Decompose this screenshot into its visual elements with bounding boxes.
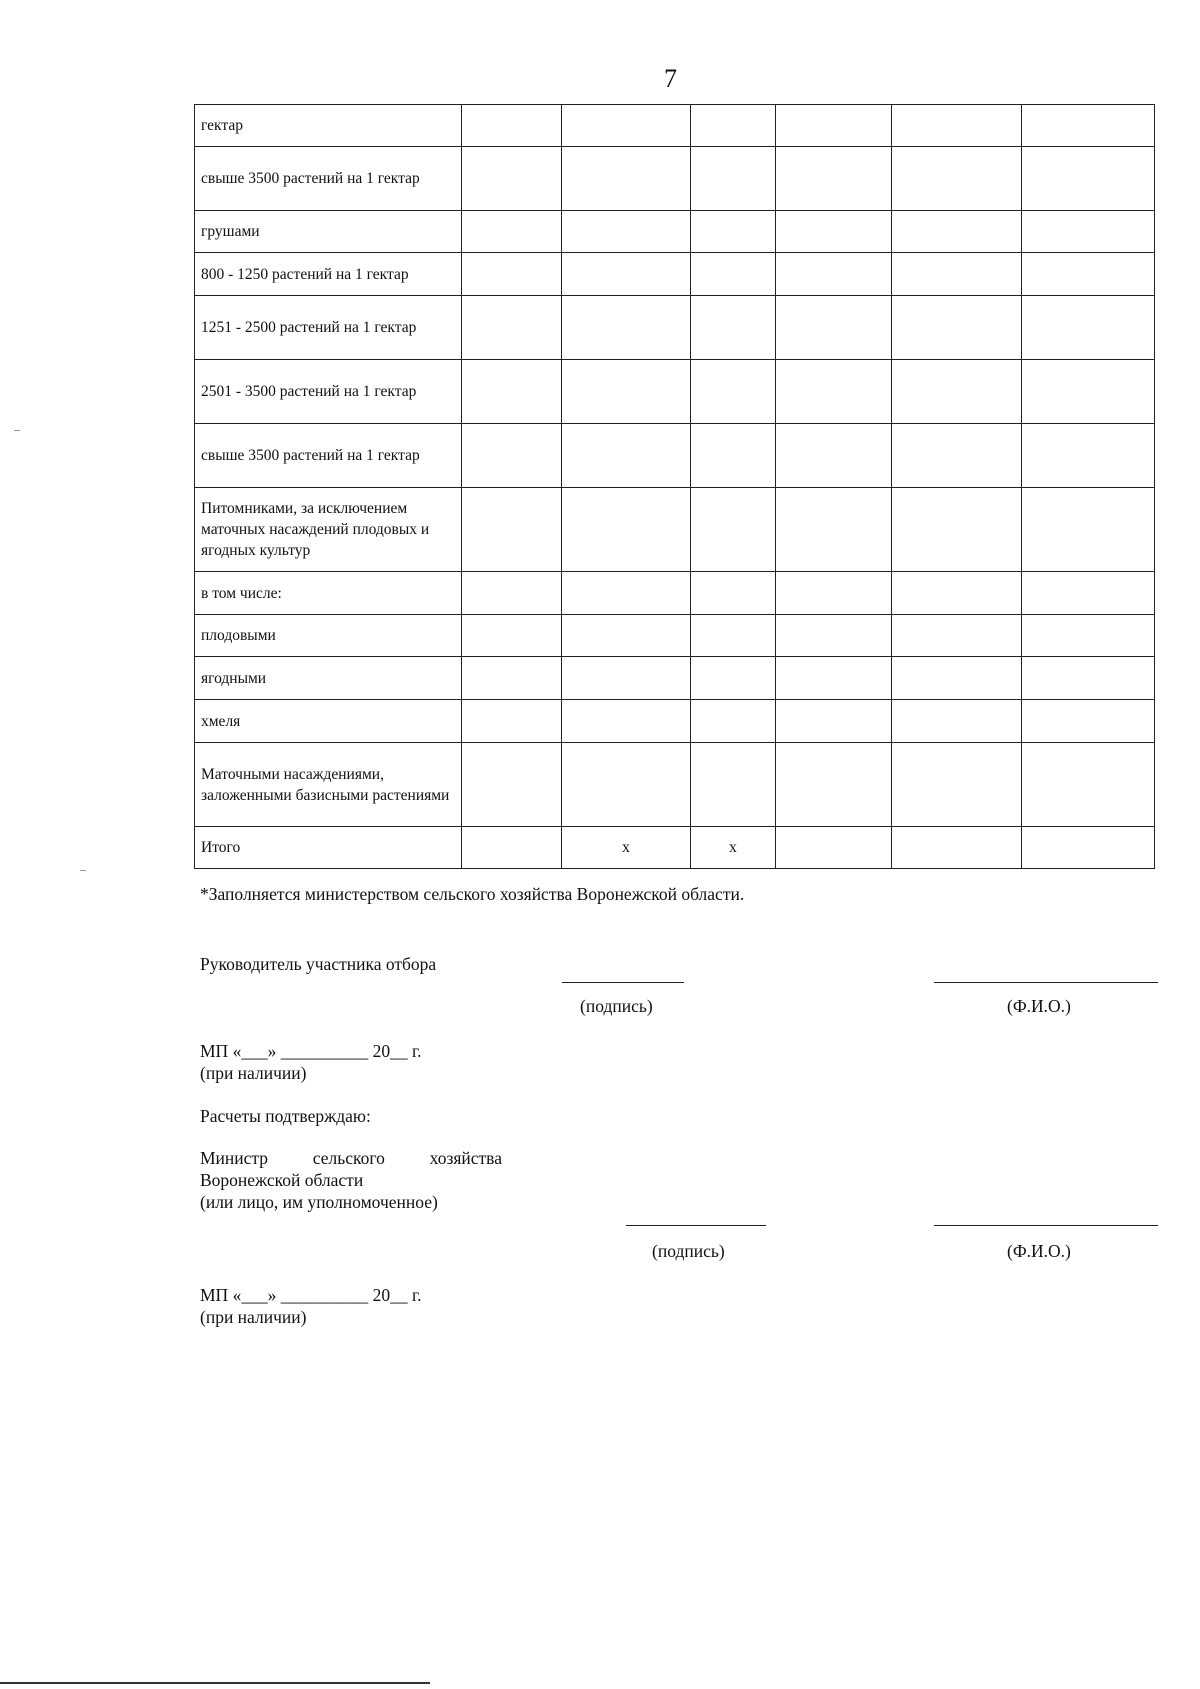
table-cell (691, 700, 776, 743)
table-cell (1022, 700, 1155, 743)
row-label: ягодными (195, 657, 462, 700)
table-cell (776, 657, 892, 700)
table-cell (462, 105, 562, 147)
table-cell (691, 572, 776, 615)
table-cell (562, 253, 691, 296)
table-cell (691, 615, 776, 657)
table-cell (1022, 488, 1155, 572)
table-cell (691, 105, 776, 147)
table-row (195, 488, 1155, 572)
table-cell (892, 743, 1022, 827)
row-label: Питомниками, за исключением маточных насаждений плодовых и ягодных культур (195, 488, 462, 572)
row-label: хмеля (195, 700, 462, 743)
row-label: 1251 - 2500 растений на 1 гектар (195, 296, 462, 360)
table-cell (1022, 211, 1155, 253)
row-label: Маточными насаждениями, заложенными базисными растениями (195, 743, 462, 827)
table-row (195, 657, 1155, 700)
signature-caption-1: (подпись) (580, 996, 653, 1016)
footer-rule (0, 1682, 430, 1684)
minister-word-2: сельского (312, 1148, 385, 1168)
table-cell (776, 105, 892, 147)
table-cell (562, 615, 691, 657)
row-label: 2501 - 3500 растений на 1 гектар (195, 360, 462, 424)
row-label: свыше 3500 растений на 1 гектар (195, 424, 462, 488)
table-cell (892, 424, 1022, 488)
table-cell (776, 296, 892, 360)
row-label: плодовыми (195, 615, 462, 657)
table-body (195, 105, 1155, 869)
head-label: Руководитель участника отбора (200, 954, 437, 974)
table-cell (892, 147, 1022, 211)
table-cell (462, 700, 562, 743)
table-row (195, 105, 1155, 147)
table-cell (691, 488, 776, 572)
name-caption-1: (Ф.И.О.) (1007, 996, 1071, 1016)
table-cell (691, 424, 776, 488)
table-cell (776, 743, 892, 827)
table-cell (1022, 657, 1155, 700)
footnote: *Заполняется министерством сельского хозяйства Воронежской области. (200, 884, 745, 904)
table-cell (462, 657, 562, 700)
table-cell (1022, 105, 1155, 147)
table-row (195, 743, 1155, 827)
table-row (195, 360, 1155, 424)
table-cell (776, 147, 892, 211)
page-number: 7 (664, 64, 677, 93)
table-cell (892, 211, 1022, 253)
table-cell (562, 700, 691, 743)
table-row (195, 147, 1155, 211)
name-caption-2: (Ф.И.О.) (1007, 1241, 1071, 1261)
table-cell (462, 615, 562, 657)
signature-caption-2: (подпись) (652, 1241, 725, 1261)
minister-line-3: (или лицо, им уполномоченное) (200, 1192, 438, 1212)
table-cell (1022, 424, 1155, 488)
table-cell: x (562, 827, 691, 869)
table-cell (691, 211, 776, 253)
scan-mark-2 (80, 870, 86, 871)
table-cell (892, 572, 1022, 615)
scan-mark-1 (14, 430, 20, 431)
table-row (195, 296, 1155, 360)
table-cell (562, 211, 691, 253)
table-cell (892, 700, 1022, 743)
name-line-2 (934, 1225, 1158, 1226)
table-row (195, 572, 1155, 615)
table-cell (776, 827, 892, 869)
table-cell (691, 360, 776, 424)
table-cell (562, 105, 691, 147)
table-cell (776, 700, 892, 743)
table-cell (462, 488, 562, 572)
stamp-note-2: (при наличии) (200, 1307, 307, 1327)
row-label: гектар (195, 105, 462, 147)
table-row (195, 827, 1155, 869)
table-cell (1022, 827, 1155, 869)
table-cell (1022, 296, 1155, 360)
table-cell (562, 296, 691, 360)
stamp-line-1: МП «___» __________ 20__ г. (200, 1041, 422, 1061)
signature-line-1 (562, 982, 684, 983)
table-cell (562, 488, 691, 572)
table-cell (462, 296, 562, 360)
minister-word-3: хозяйства (429, 1148, 502, 1168)
table-row (195, 615, 1155, 657)
table-cell (1022, 360, 1155, 424)
table-cell (776, 211, 892, 253)
table-row (195, 211, 1155, 253)
table-cell (691, 147, 776, 211)
table-cell (776, 615, 892, 657)
row-label: грушами (195, 211, 462, 253)
table-cell (892, 488, 1022, 572)
table-cell (691, 296, 776, 360)
table-cell (776, 572, 892, 615)
table-cell (462, 211, 562, 253)
row-label: 800 - 1250 растений на 1 гектар (195, 253, 462, 296)
table-cell (562, 424, 691, 488)
table-cell (462, 827, 562, 869)
data-table (194, 104, 1155, 869)
minister-line-2: Воронежской области (200, 1170, 364, 1190)
minister-word-1: Министр (200, 1148, 269, 1168)
table-cell (776, 360, 892, 424)
table-cell (892, 105, 1022, 147)
table-cell (562, 743, 691, 827)
row-label: свыше 3500 растений на 1 гектар (195, 147, 462, 211)
table-cell (562, 657, 691, 700)
table-row (195, 424, 1155, 488)
table-cell (462, 360, 562, 424)
table-cell (892, 615, 1022, 657)
table-cell (462, 743, 562, 827)
table-cell (892, 827, 1022, 869)
table-cell (691, 253, 776, 296)
table-cell (562, 147, 691, 211)
table-cell (462, 147, 562, 211)
row-label: в том числе: (195, 572, 462, 615)
stamp-note-1: (при наличии) (200, 1063, 307, 1083)
confirm-label: Расчеты подтверждаю: (200, 1106, 371, 1126)
table-row (195, 700, 1155, 743)
table-cell (462, 572, 562, 615)
row-label: Итого (195, 827, 462, 869)
table-cell (562, 360, 691, 424)
table-cell (776, 253, 892, 296)
table-cell (892, 360, 1022, 424)
table-row (195, 253, 1155, 296)
table-cell (1022, 743, 1155, 827)
table-cell (776, 424, 892, 488)
table-cell (892, 296, 1022, 360)
table-cell (1022, 572, 1155, 615)
table-cell (562, 572, 691, 615)
table-cell (776, 488, 892, 572)
table-cell (691, 743, 776, 827)
table-cell (1022, 615, 1155, 657)
table-cell (1022, 147, 1155, 211)
table-cell: x (691, 827, 776, 869)
table-cell (1022, 253, 1155, 296)
name-line-1 (934, 982, 1158, 983)
table-cell (462, 253, 562, 296)
signature-line-2 (626, 1225, 766, 1226)
table-cell (691, 657, 776, 700)
table-cell (892, 253, 1022, 296)
minister-title (200, 1147, 502, 1213)
table-cell (462, 424, 562, 488)
stamp-line-2: МП «___» __________ 20__ г. (200, 1285, 422, 1305)
table-cell (892, 657, 1022, 700)
